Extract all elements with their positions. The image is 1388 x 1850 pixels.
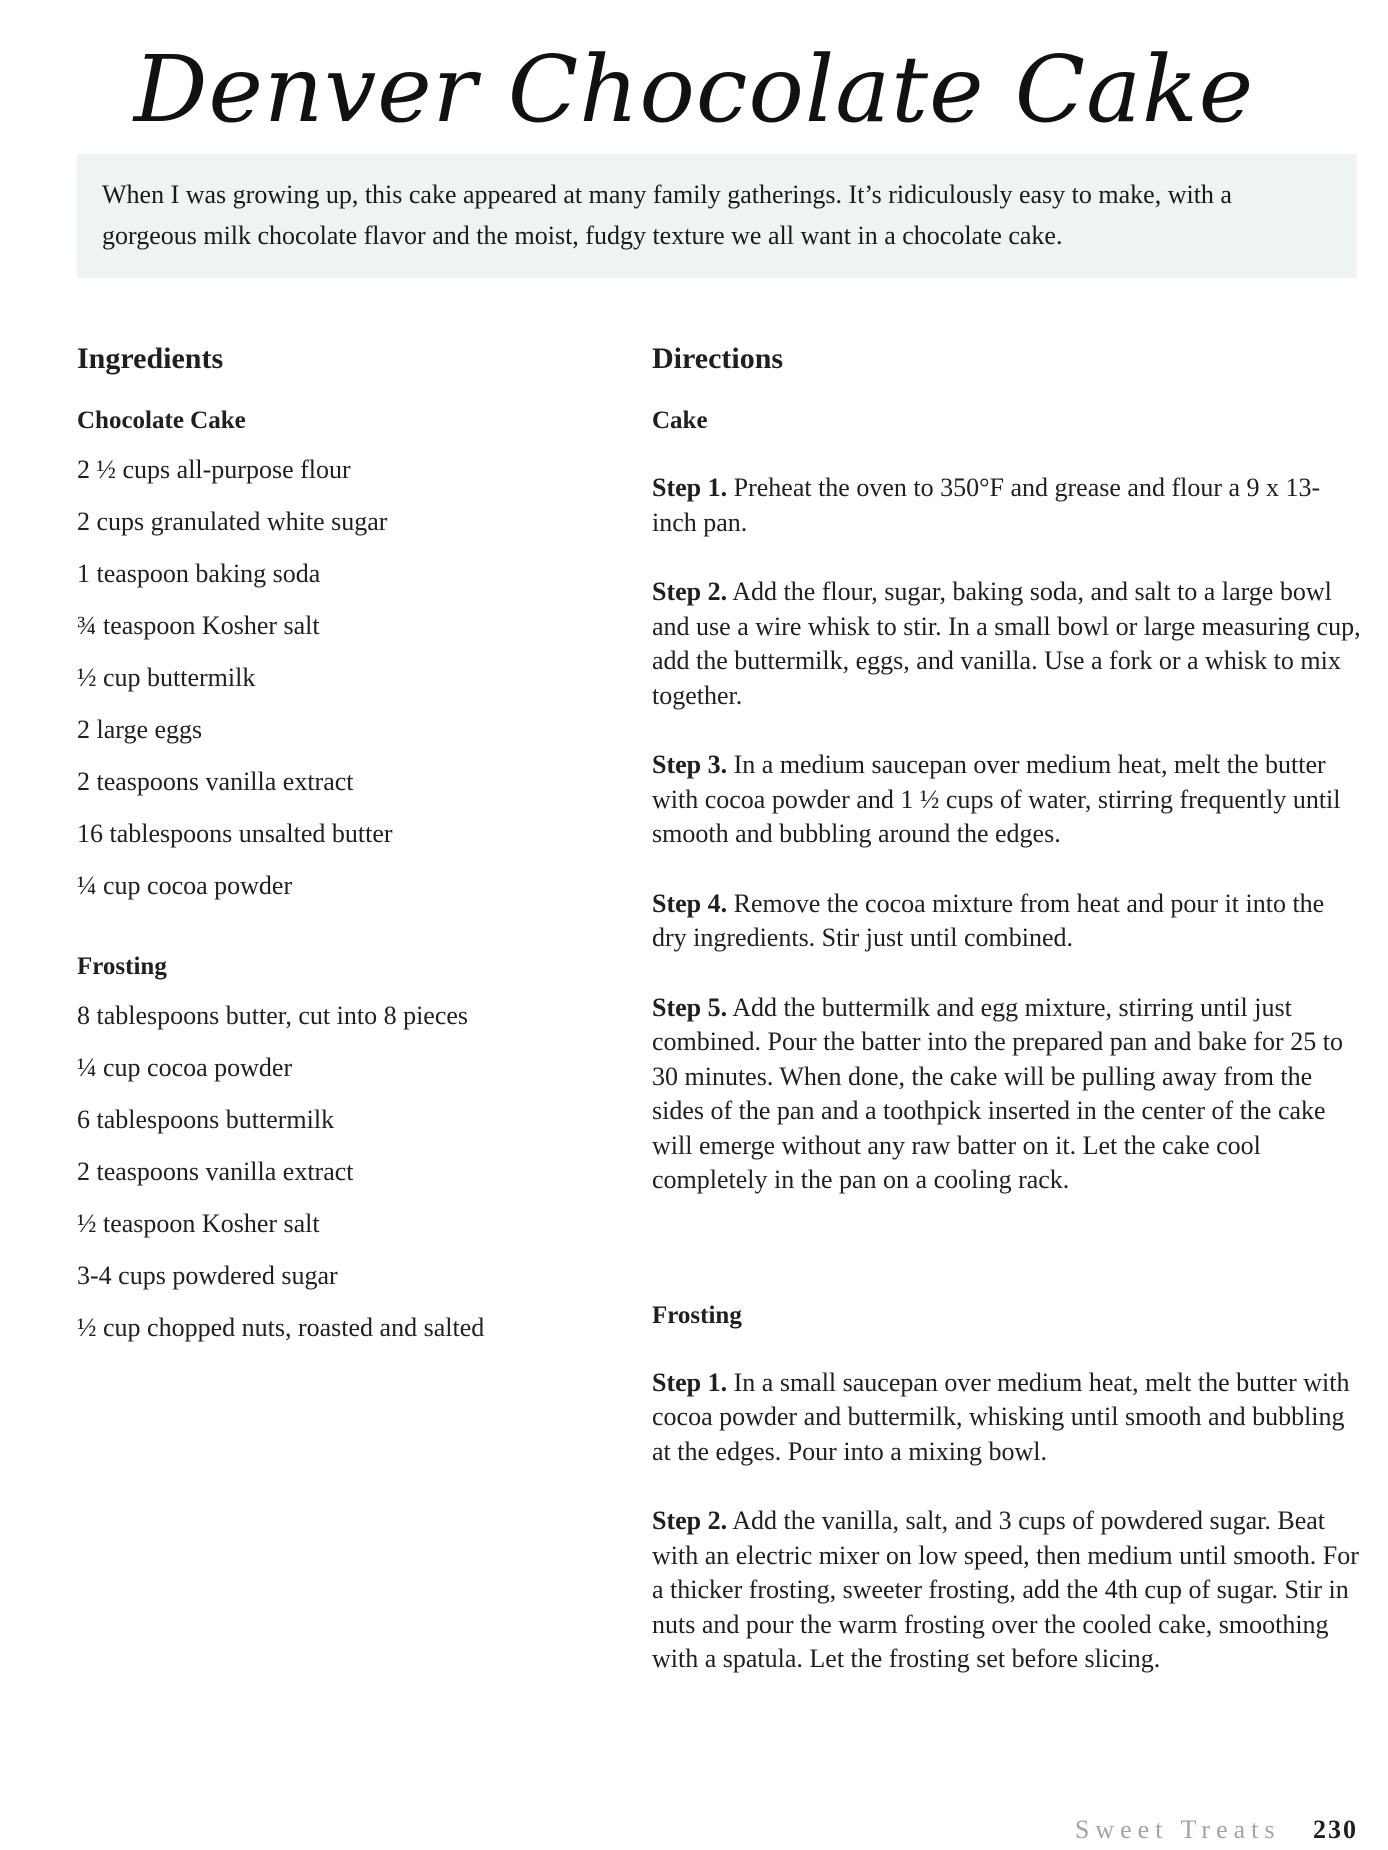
list-item: ½ teaspoon Kosher salt xyxy=(77,1209,320,1238)
ingredients-column xyxy=(77,335,497,1365)
step-label: Step 2. xyxy=(652,1506,728,1535)
step-text: Add the vanilla, salt, and 3 cups of powdered sugar. Beat with an electric mixer on low speed, then medium until smooth. For a thicker frosting, sweeter frosting, add the 4th cup of sugar. Stir in nuts and pour the warm frosting over the cooled cake, smoothing with a spatula. Let the frosting set before slicing. xyxy=(652,1506,1359,1673)
directions-heading: Directions xyxy=(652,342,784,375)
section-name: Sweet Treats xyxy=(1074,1815,1281,1844)
list-item: 2 large eggs xyxy=(77,715,203,744)
step-text: In a medium saucepan over medium heat, melt the butter with cocoa powder and 1 ½ cups of water, stirring frequently until smooth and bubbling around the edges. xyxy=(652,750,1341,848)
list-item: ¼ cup cocoa powder xyxy=(77,1053,293,1082)
frosting-directions-heading: Frosting xyxy=(652,1301,742,1329)
cake-step-3 xyxy=(652,748,1362,852)
step-text: Preheat the oven to 350°F and grease and flour a 9 x 13-inch pan. xyxy=(652,473,1321,537)
list-item: 8 tablespoons butter, cut into 8 pieces xyxy=(77,1001,469,1030)
step-text: Add the buttermilk and egg mixture, stirring until just combined. Pour the batter into the prepared pan and bake for 25 to 30 minutes. When done, the cake will be pulling away from the sides of the pan and a toothpick inserted in the center of the cake will emerge without any raw batter on it. Let the cake cool completely in the pan on a cooling rack. xyxy=(652,992,1343,1194)
step-label: Step 4. xyxy=(652,888,728,918)
page-number: 230 xyxy=(1313,1815,1358,1844)
frosting-ingredients-heading: Frosting xyxy=(77,953,167,980)
ingredients-heading: Ingredients xyxy=(77,342,224,375)
frosting-step-1 xyxy=(652,1366,1362,1470)
frosting-step-2 xyxy=(652,1504,1362,1677)
step-label: Step 1. xyxy=(652,1367,728,1397)
cake-ingredients-list xyxy=(77,455,497,901)
step-label: Step 1. xyxy=(652,473,728,502)
cake-directions-heading: Cake xyxy=(652,407,708,434)
frosting-ingredients-list xyxy=(77,1001,497,1343)
step-label: Step 3. xyxy=(652,750,728,779)
list-item: 6 tablespoons buttermilk xyxy=(77,1105,335,1134)
step-label: Step 2. xyxy=(652,577,728,606)
intro-box: When I was growing up, this cake appeared at many family gatherings. It’s ridiculously easy to make, with a gorgeous milk chocolate flavor and the moist, fudgy texture we all want in a chocolate cake. xyxy=(77,154,1357,278)
page-footer xyxy=(1075,1815,1358,1845)
list-item: 2 cups granulated white sugar xyxy=(77,507,388,536)
list-item: 16 tablespoons unsalted butter xyxy=(77,819,393,848)
step-text: Add the flour, sugar, baking soda, and salt to a large bowl and use a wire whisk to stir. In a small bowl or large measuring cup, add the buttermilk, eggs, and vanilla. Use a fork or a whisk to mix together. xyxy=(652,577,1361,710)
recipe-title: Denver Chocolate Cake xyxy=(133,36,1255,143)
list-item: 2 teaspoons vanilla extract xyxy=(77,767,354,796)
cake-ingredients-heading: Chocolate Cake xyxy=(77,407,246,434)
list-item: 3-4 cups powdered sugar xyxy=(77,1261,338,1290)
list-item: ¾ teaspoon Kosher salt xyxy=(77,611,320,640)
list-item: 2 teaspoons vanilla extract xyxy=(77,1157,354,1186)
step-text: In a small saucepan over medium heat, melt the butter with cocoa powder and buttermilk, whisking until smooth and bubbling at the edges. Pour into a mixing bowl. xyxy=(652,1367,1350,1466)
cake-step-1 xyxy=(652,471,1362,540)
directions-column xyxy=(652,335,1362,1677)
list-item: 1 teaspoon baking soda xyxy=(77,559,321,588)
list-item: ½ cup chopped nuts, roasted and salted xyxy=(77,1313,485,1342)
cake-step-2 xyxy=(652,575,1362,713)
list-item: ¼ cup cocoa powder xyxy=(77,871,293,900)
list-item: 2 ½ cups all-purpose flour xyxy=(77,455,351,484)
cake-step-5 xyxy=(652,991,1362,1198)
step-label: Step 5. xyxy=(652,992,728,1022)
list-item: ½ cup buttermilk xyxy=(77,663,256,692)
step-text: Remove the cocoa mixture from heat and pour it into the dry ingredients. Stir just until combined. xyxy=(652,888,1325,952)
cake-step-4 xyxy=(652,887,1362,956)
